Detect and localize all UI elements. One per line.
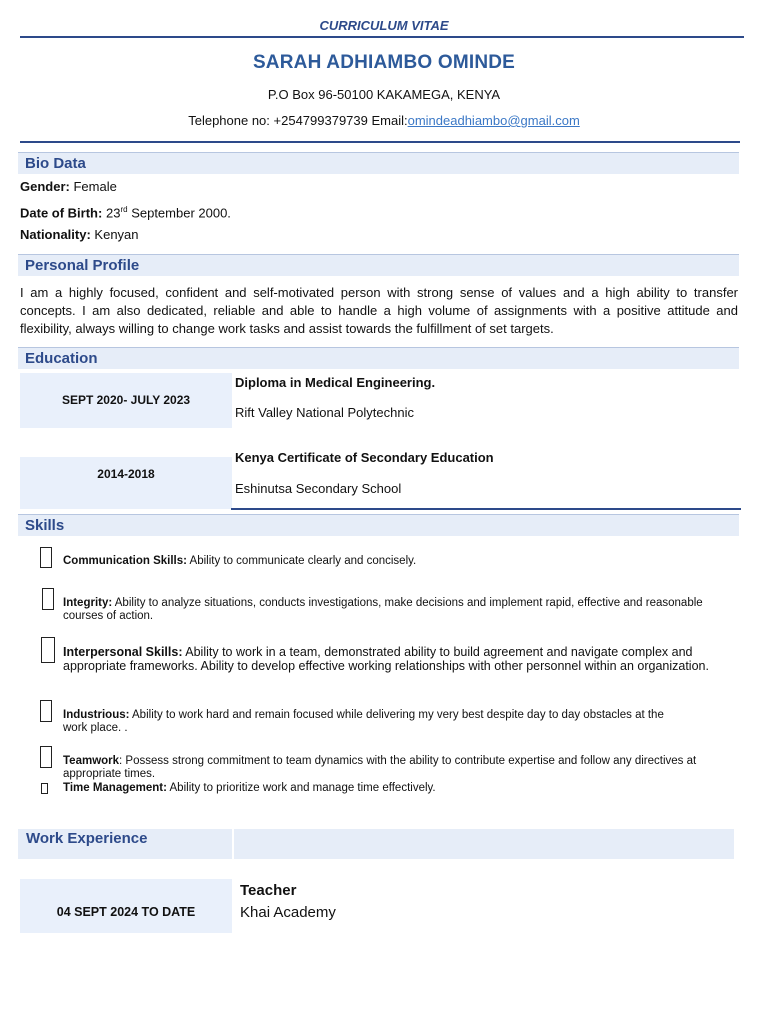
- skill-description: Ability to work hard and remain focused while delivering my very best despite day to day obstacles at the work place. .: [63, 709, 664, 734]
- skill-item: [63, 755, 739, 781]
- skill-item: [63, 709, 683, 735]
- education-institution-1: Rift Valley National Polytechnic: [235, 405, 414, 420]
- skill-description: Ability to communicate clearly and concisely.: [186, 555, 417, 567]
- gender-value: Female: [73, 179, 117, 194]
- work-title-1: Teacher: [240, 882, 297, 899]
- checkbox-icon: [42, 588, 54, 610]
- skill-label: Time Management:: [63, 782, 167, 794]
- checkbox-icon: [41, 783, 48, 794]
- skill-item: [63, 782, 739, 795]
- skill-label: Communication Skills:: [63, 555, 187, 567]
- dob-rest: September 2000.: [131, 205, 231, 221]
- skill-description: Ability to analyze situations, conducts investigations, make decisions and implement rapid, effective and reasonable courses of action.: [63, 597, 703, 622]
- gender-label: Gender:: [20, 179, 70, 194]
- profile-text: I am a highly focused, confident and self-motivated person with strong sense of values and a high ability to transfer concepts. I am also dedicated, reliable and able to handle a high volume of assignments with a positive attitude and flexibility, always willing to change work tasks and assist towards the fulfillment of set targets.: [20, 285, 738, 336]
- skill-description: Ability to work in a team, demonstrated ability to build agreement and navigate complex and appropriate frameworks. Ability to develop effective working relationships with other personnel within an organization.: [63, 645, 709, 673]
- document-label: CURRICULUM VITAE: [319, 18, 449, 33]
- nationality-label: Nationality:: [20, 227, 91, 242]
- skill-label: Industrious:: [63, 709, 130, 721]
- section-heading-education: Education: [18, 347, 739, 369]
- education-title-1: Diploma in Medical Engineering.: [235, 375, 436, 390]
- header-divider: [20, 36, 744, 38]
- education-institution-2: Eshinutsa Secondary School: [235, 481, 402, 496]
- dob-field: [20, 205, 231, 220]
- section-heading-bio: Bio Data: [18, 152, 739, 174]
- checkbox-icon: [40, 700, 52, 722]
- dob-suffix: rd: [120, 205, 128, 214]
- telephone-label: Telephone no:: [188, 113, 274, 128]
- education-date-1: SEPT 2020- JULY 2023: [20, 373, 232, 428]
- nationality-value: Kenyan: [94, 227, 139, 242]
- email-label: Email:: [367, 113, 408, 128]
- work-date-1: 04 SEPT 2024 TO DATE: [20, 879, 232, 933]
- skill-description: Ability to prioritize work and manage time effectively.: [166, 782, 436, 794]
- education-date-2: 2014-2018: [20, 457, 232, 509]
- work-organization-1: Khai Academy: [240, 904, 336, 921]
- education-divider: [231, 508, 741, 510]
- section-heading-profile: Personal Profile: [18, 254, 739, 276]
- telephone-number: +254799379739: [273, 113, 368, 128]
- skill-label: Integrity:: [63, 597, 113, 609]
- checkbox-icon: [41, 637, 55, 663]
- work-heading-divider: [232, 829, 234, 859]
- dob-label: Date of Birth:: [20, 205, 103, 221]
- skill-label: Teamwork: [63, 755, 120, 767]
- skill-label: Interpersonal Skills:: [63, 645, 183, 659]
- postal-address: P.O Box 96-50100 KAKAMEGA, KENYA: [267, 87, 501, 102]
- email-link[interactable]: omindeadhiambo@gmail.com: [407, 113, 580, 128]
- contact-divider: [20, 141, 740, 143]
- education-title-2: Kenya Certificate of Secondary Education: [235, 450, 494, 465]
- nationality-field: [20, 227, 139, 242]
- skill-description: : Possess strong commitment to team dynamics with the ability to contribute expertise and follow any directives at appropriate times.: [63, 755, 697, 780]
- contact-line: [0, 113, 768, 128]
- work-heading-text: Work Experience: [26, 830, 148, 847]
- section-heading-skills: Skills: [18, 514, 739, 536]
- checkbox-icon: [40, 746, 52, 768]
- section-heading-work: [18, 829, 734, 859]
- skill-item: [63, 597, 739, 623]
- skill-item: [63, 555, 739, 568]
- dob-day: 23: [105, 205, 121, 221]
- checkbox-icon: [40, 547, 52, 568]
- skill-item: [63, 645, 739, 673]
- candidate-name: SARAH ADHIAMBO OMINDE: [252, 52, 516, 73]
- gender-field: [20, 179, 117, 194]
